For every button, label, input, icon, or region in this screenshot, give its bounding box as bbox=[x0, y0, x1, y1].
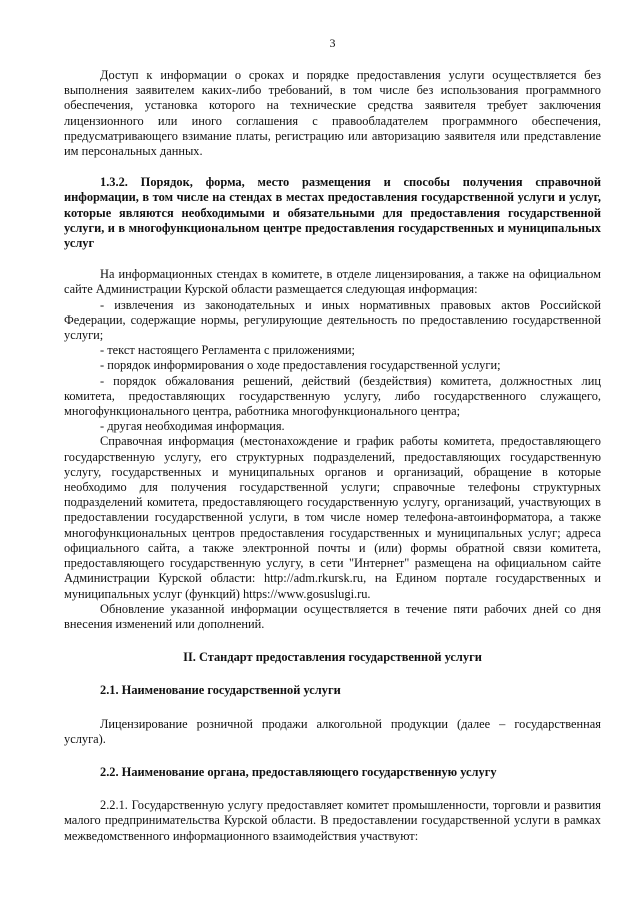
page-number: 3 bbox=[329, 36, 336, 50]
paragraph-access: Доступ к информации о сроках и порядке предоставления услуги осуществляется без выполнения заявителем каких-либо требований, в том числе без использования программного обеспечения, установка которого на технические средства заявителя требует заключения лицензионного или иного соглашения с правообладателем программного обеспечения, предусматривающего взимание платы, регистрацию или авторизацию заявителя или представление им персональных данных. bbox=[64, 68, 601, 159]
paragraph-reference-info: Справочная информация (местонахождение и график работы комитета, предоставляющего государственную услугу, его структурных подразделений, предоставляющих государственную услугу, государственных и муниципальных органов и организаций, обращение в которые необходимо для получения государственной услуги; справочные телефоны структурных подразделений комитета, предоставляющего государственную услугу, организаций, участвующих в предоставлении государственной услуги, в том числе номер телефона-автоинформатора, а также многофункциональных центров предоставления государственных и муниципальных услуг; адреса официального сайта, а также электронной почты и (или) формы обратной связи комитета, предоставляющего государственную услугу, в сети "Интернет" размещена на официальном сайте Администрации Курской области: http://adm.rkursk.ru, на Едином портале государственных и муниципальных услуг (функций) https://www.gosuslugi.ru. bbox=[64, 434, 601, 601]
heading-2-1: 2.1. Наименование государственной услуги bbox=[100, 683, 341, 698]
paragraph-2-2-1: 2.2.1. Государственную услугу предоставляет комитет промышленности, торговли и развития малого предпринимательства Курской области. В предоставлении государственной услуги в рамках межведомственного информационного взаимодействия участвуют: bbox=[64, 798, 601, 843]
paragraph-stands-intro: На информационных стендах в комитете, в отделе лицензирования, а также на официальном сайте Администрации Курской области размещается следующая информация: bbox=[64, 267, 601, 297]
section-heading-II: II. Стандарт предоставления государственной услуги bbox=[183, 650, 482, 665]
list-item: - другая необходимая информация. bbox=[100, 419, 285, 434]
list-item: - порядок обжалования решений, действий (бездействия) комитета, должностных лиц комитета, предоставляющих государственную услугу, либо государственного служащего, многофункционального центра, работника многофункционального центра; bbox=[64, 373, 601, 419]
heading-2-2: 2.2. Наименование органа, предоставляющего государственную услугу bbox=[100, 764, 497, 779]
list-item: - текст настоящего Регламента с приложениями; bbox=[100, 343, 355, 358]
list-item: - извлечения из законодательных и иных нормативных правовых актов Российской Федерации, содержащие нормы, регулирующие деятельность по предоставлению государственной услуги; bbox=[64, 297, 601, 343]
paragraph-2-1: Лицензирование розничной продажи алкогольной продукции (далее – государственная услуга). bbox=[64, 716, 601, 746]
heading-1-3-2: 1.3.2. Порядок, форма, место размещения и способы получения справочной информации, в том числе на стендах в местах предоставления государственной услуги и услуг, которые являются необходимыми и обязательными для предоставления государственной услуги, и в многофункциональном центре предоставления государственных и муниципальных услуг bbox=[64, 175, 601, 251]
list-item: - порядок информирования о ходе предоставления государственной услуги; bbox=[100, 358, 501, 373]
paragraph-update: Обновление указанной информации осуществляется в течение пяти рабочих дней со дня внесения изменений или дополнений. bbox=[64, 601, 601, 631]
